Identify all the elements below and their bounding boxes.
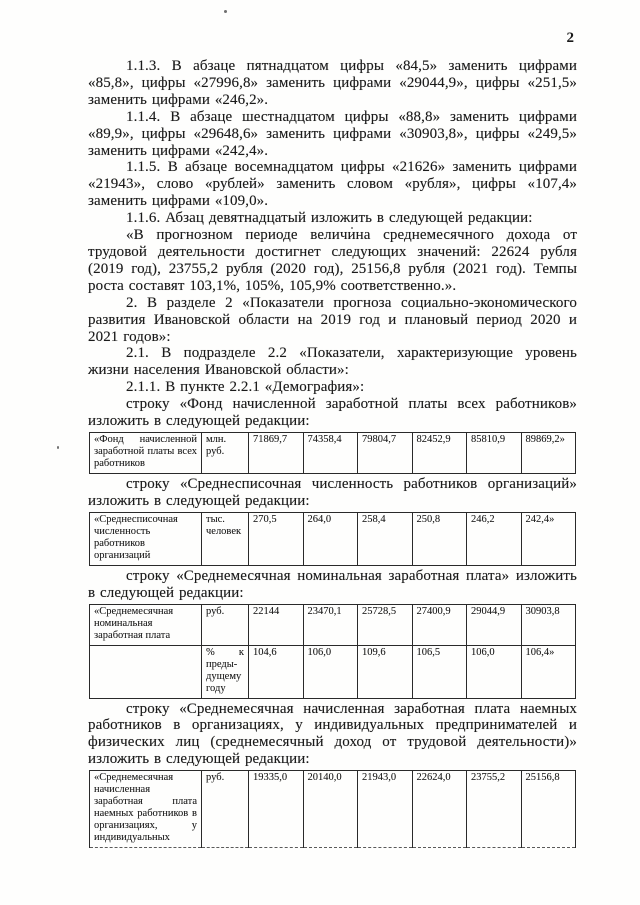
scan-speck bbox=[224, 10, 227, 13]
table-nachislennaya-zarplata-naemnykh bbox=[89, 770, 576, 848]
paragraph-1-1-3: 1.1.3. В абзаце пятнадцатом цифры «84,5» заменить цифрами «85,8», цифры «27996,8» заменить цифрами «29044,9», цифры «251,5» заменить цифрами «246,2». bbox=[88, 58, 577, 108]
value-cell: 85810,9 bbox=[467, 432, 522, 473]
value-cell: 250,8 bbox=[412, 512, 467, 565]
value-cell: 25156,8 bbox=[521, 771, 576, 848]
page-number: 2 bbox=[566, 30, 574, 46]
value-cell: 20140,0 bbox=[303, 771, 358, 848]
table-row bbox=[90, 645, 576, 698]
value-cell: 71869,7 bbox=[249, 432, 304, 473]
unit-cell: % к преды- дущему году bbox=[202, 645, 249, 698]
paragraph-1-1-5: 1.1.5. В абзаце восемнадцатом цифры «21626» заменить цифрами «21943», слово «рублей» заменить словом «рубля», цифры «107,4» заменить цифрами «109,0». bbox=[88, 159, 577, 210]
value-cell: 22624,0 bbox=[412, 771, 467, 848]
unit-cell: тыс. человек bbox=[202, 512, 249, 565]
paragraph-2-1-1: 2.1.1. В пункте 2.2.1 «Демография»: bbox=[126, 379, 365, 396]
value-cell: 29044,9 bbox=[467, 604, 522, 645]
table-row bbox=[90, 512, 576, 565]
value-cell: 106,4» bbox=[521, 645, 576, 698]
value-cell: 246,2 bbox=[467, 512, 522, 565]
value-cell: 109,6 bbox=[358, 645, 413, 698]
value-cell: 258,4 bbox=[358, 512, 413, 565]
table-row bbox=[90, 604, 576, 645]
document-body bbox=[88, 58, 577, 850]
scan-speck bbox=[57, 446, 59, 449]
value-cell: 21943,0 bbox=[358, 771, 413, 848]
paragraph-row-nachislennaya-zarplata: строку «Среднемесячная начисленная заработная плата наемных работников в организациях, у индивидуальных предпринимателей и физических лиц (среднемесячный доход от трудовой деятельности)» изложить в следующей редакции: bbox=[88, 700, 577, 768]
unit-cell: млн. руб. bbox=[202, 432, 249, 473]
value-cell: 79804,7 bbox=[358, 432, 413, 473]
value-cell: 19335,0 bbox=[249, 771, 304, 848]
value-cell: 30903,8 bbox=[521, 604, 576, 645]
value-cell: 242,4» bbox=[521, 512, 576, 565]
value-cell: 104,6 bbox=[249, 645, 304, 698]
value-cell: 27400,9 bbox=[412, 604, 467, 645]
value-cell: 23470,1 bbox=[303, 604, 358, 645]
unit-cell: руб. bbox=[202, 604, 249, 645]
table-srednespisochnaya-chislennost bbox=[89, 512, 576, 566]
paragraph-1-1-4: 1.1.4. В абзаце шестнадцатом цифры «88,8» заменить цифрами «89,9», цифры «29648,6» заменить цифрами «30903,8», цифры «249,5» заменить цифрами «242,4». bbox=[88, 108, 577, 159]
paragraph-quoted-edition: «В прогнозном периоде величина среднемесячного дохода от трудовой деятельности достигнет следующих значений: 22624 рубля (2019 год), 23755,2 рубля (2020 год), 25156,8 рубля (2021 год). Темпы роста составят 103,1%, 105%, 105,9% соответственно.». bbox=[88, 227, 577, 294]
value-cell: 82452,9 bbox=[412, 432, 467, 473]
unit-cell: руб. bbox=[202, 771, 249, 848]
table-row bbox=[90, 771, 576, 848]
paragraph-row-srednespisochnaya: строку «Среднесписочная численность работников организаций» изложить в следующей редакции: bbox=[88, 475, 577, 509]
value-cell: 264,0 bbox=[303, 512, 358, 565]
paragraph-2: 2. В разделе 2 «Показатели прогноза социально-экономического развития Ивановской области на 2019 год и плановый период 2020 и 2021 годов»: bbox=[88, 294, 577, 345]
value-cell: 106,0 bbox=[303, 645, 358, 698]
row-label-cell: «Фонд начисленной заработной платы всех работников bbox=[90, 432, 202, 473]
value-cell: 106,5 bbox=[412, 645, 467, 698]
row-label-cell: «Среднемесячная номинальная заработная плата bbox=[90, 604, 202, 645]
value-cell: 106,0 bbox=[467, 645, 522, 698]
value-cell: 25728,5 bbox=[358, 604, 413, 645]
value-cell: 23755,2 bbox=[467, 771, 522, 848]
paragraph-row-nominalnaya-zarplata: строку «Среднемесячная номинальная заработная плата» изложить в следующей редакции: bbox=[88, 567, 577, 601]
value-cell: 74358,4 bbox=[303, 432, 358, 473]
table-nominalnaya-zarplata bbox=[89, 604, 576, 699]
row-label-cell: «Среднемесячная начисленная заработная плата наемных работников в организациях, у индивидуальных bbox=[90, 771, 202, 848]
table-row bbox=[90, 432, 576, 473]
table-fond-nachislennoy-zarplaty bbox=[89, 432, 576, 474]
paragraph-2-1: 2.1. В подразделе 2.2 «Показатели, характеризующие уровень жизни населения Ивановской области»: bbox=[88, 345, 577, 379]
row-label-cell: «Среднесписочная численность работников организаций bbox=[90, 512, 202, 565]
value-cell: 22144 bbox=[249, 604, 304, 645]
value-cell: 270,5 bbox=[249, 512, 304, 565]
row-label-cell bbox=[90, 645, 202, 698]
value-cell: 89869,2» bbox=[521, 432, 576, 473]
paragraph-row-fond-zarplaty: строку «Фонд начисленной заработной платы всех работников» изложить в следующей редакции: bbox=[88, 396, 577, 430]
paragraph-1-1-6: 1.1.6. Абзац девятнадцатый изложить в следующей редакции: bbox=[126, 210, 533, 227]
